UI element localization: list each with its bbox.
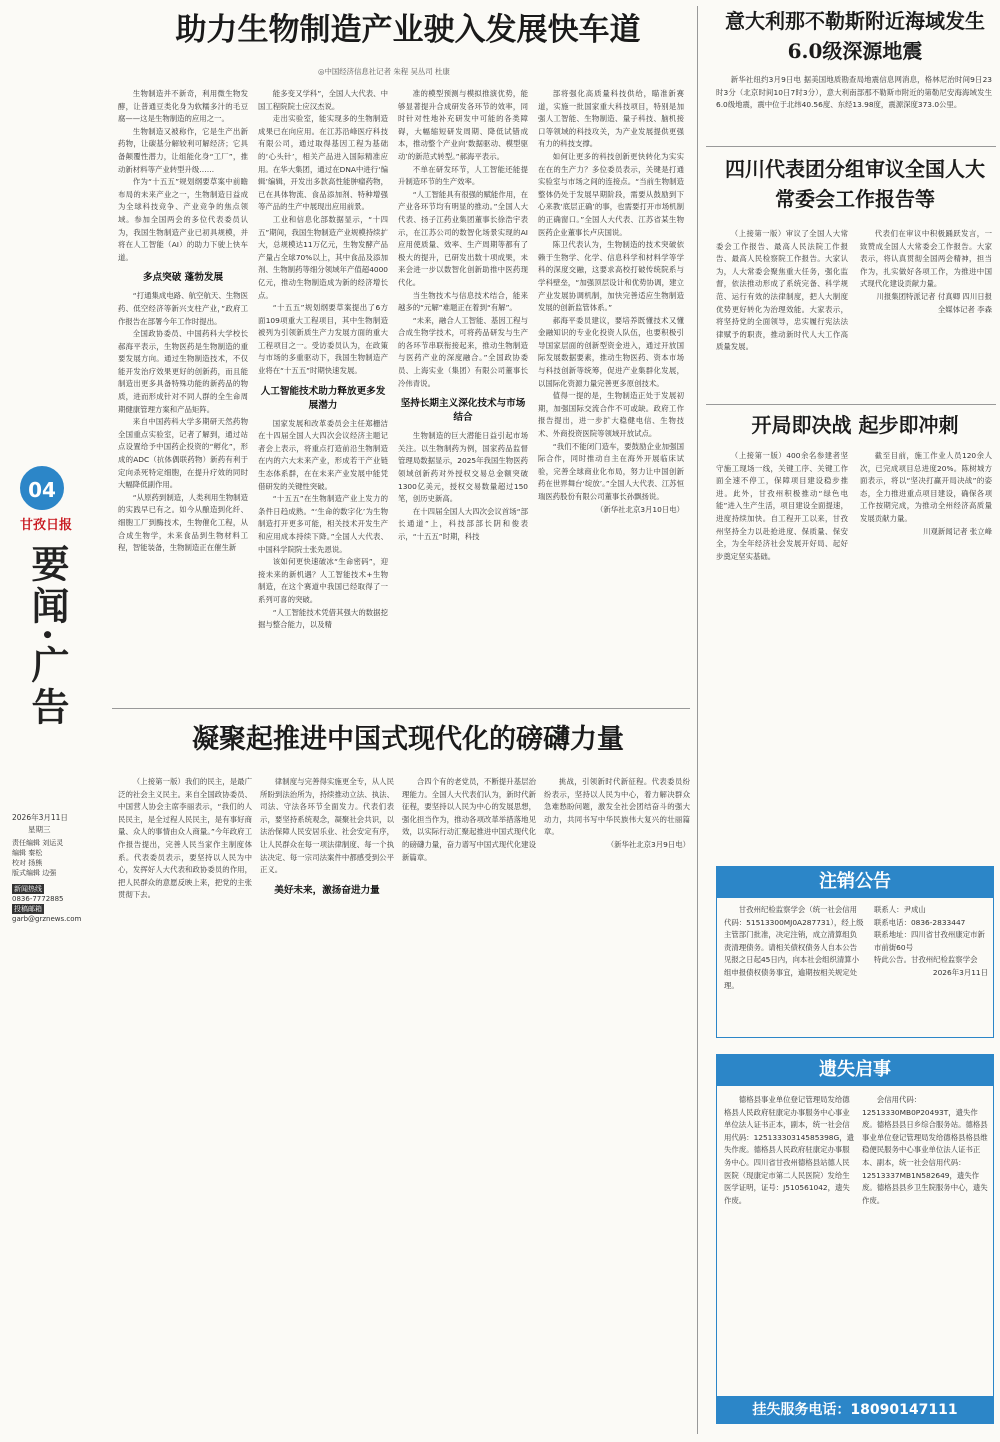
editor-line: 校对 扬熊 [12, 859, 43, 867]
article5-headline: 凝聚起推进中国式现代化的磅礴力量 [192, 724, 624, 755]
paragraph: 不单在研发环节，人工智能还能提升制造环节的生产效率。 [398, 164, 528, 187]
contact-address: 联系地址：四川省甘孜州康定市新市前街60号 [874, 930, 985, 952]
paragraph: 如何让更多的科技创新更快转化为实实在在的生产力？多位委员表示，关键是打通实验室与市场之间的连接点。“当前生物制造整体仍处于发展早期阶段，需要从鼓励到下心来教‘底层正确’的事，也需要打开市场机制的正确窗口。”全国人大代表、江苏省某生物医药企业董事长卢庆国说。 [538, 151, 684, 237]
paragraph: 当生物技术与信息技术结合，能来越多的“元解”难题正在着到“有解”。 [398, 290, 528, 313]
article4-column-2 [860, 450, 992, 830]
notice-signature: 特此公告。甘孜州纪检监察学会 [874, 955, 978, 965]
notice-text: 德格县事业单位登记管理局发给德格县人民政府驻康定办事服务中心事业单位法人证书正本，副本，统一社会信用代码：12513330314585398G，遗失作废。德格县人民政府驻康定办事服务中心。四川省甘孜州德格县站德人民医院（现康定市第二人民医院）发给生医学证明，证号：J510561042，遗失作废。 [724, 1095, 854, 1205]
paragraph: （上接第一版）400余名参建者坚守施工现场一线，关键工序、关键工作面全速不停工，保障项目建设稳步推进。此外，甘孜州积极推动“绿色电能”进入生产生活，项目建设全面提速，进度持续加快。自工程开工以来，甘孜州坚持全力以赴抢进度、保质量、保安全，为全年经济社会发展开好局、起好步奠定坚实基础。 [716, 451, 848, 561]
paragraph: 国家发展和改革委员会主任郑栅洁在十四届全国人大四次会议经济主题记者会上表示，将重点打造前沿生物制造在内的六大未来产业，形成若干产业链生态体系群，在在未来产业发展中能凭借研发的关键性突破。 [258, 418, 388, 491]
paragraph: 陈卫代表认为，生物制造的技术突破依赖于生物学、化学、信息科学和材料学等学科的深度交融，这要求高校打破传统院系与学科壁垒，“加强顶层设计和优势协调，建立产业发展协调机制，加快完善适应生物制造发展的创新监管体系。” [538, 240, 684, 313]
paragraph: 生物制造并不新奇，利用微生物发酵，让普通豆类化身为软糯多汁的毛豆腐——这是生物制造的应用之一。 [118, 89, 248, 124]
paragraph: 郝海平委员建议，要培养既懂技术又懂金融知识的专业化投资人队伍，也要积极引导国家层面的创新型资金进入，通过开放国际发展数据要素，推动生物医药、资本市场与科技创新等统筹，促进产业集群化发展，以国际化资源力量完善更多原创技术。 [538, 315, 684, 388]
editors-list [12, 838, 63, 878]
paragraph: 合四个有的老党员，不断提升基层治理能力。全国人大代表们认为，新时代新征程，要坚持以人民为中心的发展思想，强化担当作为，推动各项改革举措落地见效，以实际行动汇聚起推进中国式现代化的磅礴力量，奋力谱写中国式现代化建设新篇章。 [402, 777, 536, 862]
notice-date: 2026年3月11日 [932, 967, 988, 977]
issue-weekday: 星期三 [28, 825, 51, 834]
paragraph: 新华社纽约3月9日电 据美国地质勘查局地震信息网消息，格林尼治时间9日23时3分（北京时间10日7时3分），意大利南部那不勒斯市附近的第勒尼安海海域发生6.0级地震，震中位于北纬40.56度、东经13.98度，震源深度373.0公里。 [716, 75, 992, 110]
editor-line: 版式编辑 边强 [12, 869, 57, 877]
article1-subheading-1: 多点突破 蓬勃发展 [142, 272, 224, 284]
article3-headline: 四川代表团分组审议全国人大常委会工作报告等 [725, 157, 985, 211]
hotline-label: 新闻热线 [14, 885, 42, 893]
section-number: 04 [28, 478, 56, 502]
paragraph: 截至目前，施工作业人员120余人次，已完成项目总进度20%。陈树城方面表示，将以“坚决打赢开局决战”的姿态，全力推进重点项目建设，确保各项工作按期完成，为推动全州经济高质量发展贡献力量。 [860, 451, 992, 523]
paragraph: （新华社北京3月10日电） [595, 504, 684, 514]
article3-column-2 [860, 228, 992, 400]
article1-subheading-3: 坚持长期主义深化技术与市场结合 [400, 398, 526, 424]
article3-credit: 川报集团特派记者 付真卿 四川日报全媒体记者 李森 [876, 291, 992, 314]
editor-line: 编辑 秦松 [12, 849, 43, 857]
divider-horizontal [706, 404, 996, 405]
paragraph: 该如何更快速破冰“生命密码”，迎接未来的新机遇？人工智能技术+生物制造，在这个赛道中我国已经取得了一系列可喜的突破。 [258, 557, 388, 604]
paper-logo: 甘孜日报 [19, 518, 72, 533]
paragraph: “打通集成电路、航空航天、生物医药、低空经济等新兴支柱产业，”政府工作报告在部署今年工作时提出。 [118, 291, 248, 326]
article1-byline: ◎中国经济信息社记者 朱程 吴丛司 杜康 [318, 67, 450, 76]
notice-text: 甘孜州纪检监察学会（统一社会信用代码：51513300MJ0A287731），经上级主管部门批准，决定注销，成立清算组负责清理债务。请相关债权债务人自本公告见报之日起45日内，向本社会组织清算小组申报债权债务事宜，逾期按相关规定处理。 [724, 905, 864, 990]
article1-subheading-2: 人工智能技术助力释放更多发展潜力 [260, 385, 386, 411]
section-masthead [6, 466, 92, 946]
paragraph: 在十四届全国人大四次会议首场“部长通道”上，科技部部长阴和俊表示，“十五五”时期，科技 [398, 506, 528, 541]
paragraph: 走出实验室，能实现多的生物制造成果已在向应用。在江苏沿峰医疗科技有限公司，通过取得基因工程为基础的‘心头针’，相关产品进入国际精准应用。在华大集团，通过在DNA中进行‘编辑’编辑，开发出多款高性能肿瘤药物，已在具体物流、食品添加剂、特种增强等产品的生产中展现出应用前景。 [258, 114, 388, 212]
paragraph: 部将强化高质量科技供给，瞄准新赛道，实施一批国家重大科技项目，特别是加强人工智能、生物制造、量子科技、脑机接口等领域的科技攻关，为产业发展提供更强有力的科技支撑。 [538, 89, 684, 149]
paragraph: （上接第一版）我们的民主，是最广泛的社会主义民主。来自全国政协委员、中国营人协会主席李丽表示，“我们的人民民主，是全过程人民民主，是有事好商量、众人的事情由众人商量。”今年政府工作报告提出，完善人民当家作主制度体系。代表委员表示，要坚持以人民为中心，发挥好人大代表和政协委员的作用，把人民群众的意愿反映上来，把党的主张贯彻下去。 [118, 777, 252, 900]
paragraph: 值得一提的是，生物制造正处于发展初期，加强国际交流合作不可或缺。政府工作报告提出，进一步扩大稳健电信、生物技术、外商投资医院等领域开放试点。 [538, 391, 684, 439]
paragraph: 作为“十五五”规划纲要草案中前瞻布局的未来产业之一，生物制造日益成为全球科技竞争、产业竞争的焦点领域。参加全国两会的多位代表委员认为，我国生物制造产业已初具规模，并将在人工智能（AI）的助力下驶上快车道。 [118, 177, 248, 262]
article1-column-2 [258, 88, 388, 694]
paragraph: （上接第一版）审议了全国人大常委会工作报告、最高人民法院工作报告、最高人民检察院工作报告。大家认为，人大常委会聚焦重大任务，强化监督，依法推动形成了系统完备、科学规范、运行有效的法律制度，把人大制度优势更好转化为治理效能。大家表示，将坚持党的全面领导，忠实履行宪法法律赋予的职责，推动新时代人大工作高质量发展。 [716, 229, 848, 352]
article4-column-1 [716, 450, 848, 830]
article5-subheading: 美好未来，激扬奋进力量 [274, 884, 380, 896]
article5-column-2 [260, 776, 394, 1430]
contact-block [12, 884, 81, 924]
contact-phone: 联系电话：0836-2833447 [874, 917, 966, 927]
section-number-circle [20, 466, 64, 510]
article5-column-1 [118, 776, 252, 1430]
article5-column-4 [544, 776, 690, 1430]
paragraph: 能多变又学科”，全国人大代表、中国工程院院士应汉杰说。 [258, 89, 388, 111]
paragraph: “我们不能闭门造车，要鼓励企业加强国际合作，同时推动自主在海外开展临床试验，完善全球商业化布局，努力让中国创新药在世界舞台‘绽放’。”全国人大代表、江苏恒瑞医药股份有限公司董事长孙飘扬说。 [538, 441, 684, 501]
article5-end-credit: （新华社北京3月9日电） [606, 839, 690, 849]
editor-line: 责任编辑 刘运灵 [12, 839, 64, 847]
paragraph: 律制度与完善得实施更全专，从人民所盼到法治所为，持续推动立法、执法、司法、守法各环节全面发力。代表们表示，要坚持系统观念，凝聚社会共识，以法治保障人民安居乐业、社会安定有序，让人民群众在每一项法律制度、每一个执法决定、每一宗司法案件中都感受到公平正义。 [260, 777, 394, 875]
paragraph: 来自中国药科大学多期研天然药物全国重点实验室，记者了解到，通过站点设置给予中国药企投资的“孵化”，形成的ADC（抗体偶联药物）新药有利于定向杀死特定细胞，在提升疗效的同时大幅降低副作用。 [118, 417, 248, 490]
notice-cancel-contact [874, 904, 988, 1034]
notice-lost-title: 遗失启事 [716, 1054, 994, 1086]
paragraph: “十五五”规划纲要草案提出了6方面109项重大工程项目，其中生物制造被列为引领新质生产力发展方面的重大工程项目之一。受访委员认为，在政策与市场的多重驱动下，我国生物制造产业将在“十五五”时期快速发展。 [258, 303, 388, 376]
notice-lost-column-2 [862, 1094, 988, 1390]
article3-column-1 [716, 228, 848, 400]
paragraph: 生物制造又被称作，它是生产出新药物，让碳基分解较利可解经济；它具备颠覆性潜力，让组能化身“工厂”，推动新材料等产业转型升级…… [118, 126, 248, 174]
divider-horizontal [112, 708, 690, 709]
paragraph: 挑战，引领新时代新征程。代表委员纷纷表示，坚持以人民为中心，着力解决群众急难愁盼问题，激发全社会团结奋斗的强大动力，共同书写中华民族伟大复兴的壮丽篇章。 [544, 777, 690, 837]
paragraph: “人工智能技术凭借其强大的数据挖掘与整合能力，以及精 [258, 607, 388, 630]
issue-date: 2026年3月11日 [12, 813, 68, 822]
article2-body [716, 74, 992, 138]
paragraph: “从原药到制造，人类利用生物制造的实践早已有之。如今从酿造到化纤、细胞工厂到酶技术，生物催化工程，从合成生物学，未来食品到生物材料工程，智能装备，生物制造正在催生新 [118, 492, 248, 553]
hotline-number: 0836-7772885 [12, 895, 64, 903]
paragraph: “十五五”在生物制造产业上发力的条件日趋成熟。“‘生命的数字化’为生物制造打开更多可能，相关技术开发生产和应用成本持续下降。”全国人大代表、中国科学院院士张先恩说。 [258, 494, 388, 554]
paragraph: 工业和信息化部数据显示，“十四五”期间，我国生物制造产业规模持续扩大，总规模达11万亿元，生物发酵产品产量占全球70%以上，其中食品及添加剂、生物制药等细分领域年产值超4000亿元，推动生物制造成为新的经济增长点。 [258, 214, 388, 300]
article1-headline: 助力生物制造产业驶入发展快车道 [175, 12, 641, 48]
paragraph: 准的模型预测与模拟推演优势，能够显著提升合成研发各环节的效率，同时针对性地补充研发中可能的各类障碍，大幅缩短研发周期、降低试错成本，推动整个产业向‘数据驱动、模型驱动’的新范式转型。”郝海平表示。 [398, 89, 528, 161]
section-name: 要闻·广告 [25, 544, 70, 730]
article2-headline: 意大利那不勒斯附近海域发生6.0级深源地震 [725, 9, 985, 63]
paragraph: “人工智能具有很强的赋能作用，在产业各环节均有明显的推动。”全国人大代表、扬子江药业集团董事长徐浩宇表示，在江苏公司的数智化场景实现的AI应用使质量、效率、生产周期等都有了极大的提升，已研发出数十项成果，未来会进一步以数智化创新助推中医药现代化。 [398, 189, 528, 287]
article4-credit: 川观新闻记者 张立峰 [923, 526, 992, 536]
paragraph: 代表们在审议中积极踊跃发言，一致赞成全国人大常委会工作报告。大家表示，将认真贯彻全国两会精神，担当作为，扎实做好各项工作，为推进中国式现代化建设贡献力量。 [860, 229, 992, 289]
article5-column-3 [402, 776, 536, 1430]
article1-column-1 [118, 88, 248, 694]
notice-cancel-body [724, 904, 864, 1034]
article1-column-3 [398, 88, 528, 694]
paragraph: 全国政协委员、中国药科大学校长郝海平表示，生物医药是生物制造的重要发展方向。通过生物制造技术，不仅能开发治疗效果更好的创新药，而且能制造出更多具备特殊功能的新药品的物质，进而形成针对不同人群的全生命周期健康管理方案和产品矩阵。 [118, 329, 248, 414]
lost-hotline-banner: 挂失服务电话：18090147111 [716, 1396, 994, 1424]
divider-horizontal [706, 146, 996, 147]
notice-text: 会信用代码：12513330MB0P20493T，遗失作废。德格县县日乡综合服务站。德格县事业单位登记管理局发给德格县格县维稳便民服务中心事业单位法人证书正本、副本，统一社会信用代码：12513337MB1N582649，遗失作废。德格县县乡卫生院服务中心，遗失作废。 [862, 1095, 988, 1205]
notice-cancel-title: 注销公告 [716, 866, 994, 898]
email-address: garb@grznews.com [12, 915, 82, 923]
notice-lost-column-1 [724, 1094, 854, 1390]
article4-headline: 开局即决战 起步即冲刺 [751, 413, 959, 437]
contact-person: 联系人：尹成山 [874, 905, 926, 914]
paragraph: “未来，融合人工智能、基因工程与合成生物学技术，可将药品研发与生产的各环节串联衔接起来，推动生物制造与医药产业的深度融合。”全国政协委员、上海实业（集团）有限公司董事长冷伟青说。 [398, 315, 528, 388]
email-label: 投稿邮箱 [14, 905, 42, 913]
article1-column-4 [538, 88, 684, 694]
paragraph: 生物制造的巨大潜能日益引起市场关注。以生物制药为例，国家药品监督管理局数据显示，2025年我国生物医药领域创新药对外授权交易总金额突破1300亿美元，授权交易数量超过150笔，创历史新高。 [398, 431, 528, 504]
